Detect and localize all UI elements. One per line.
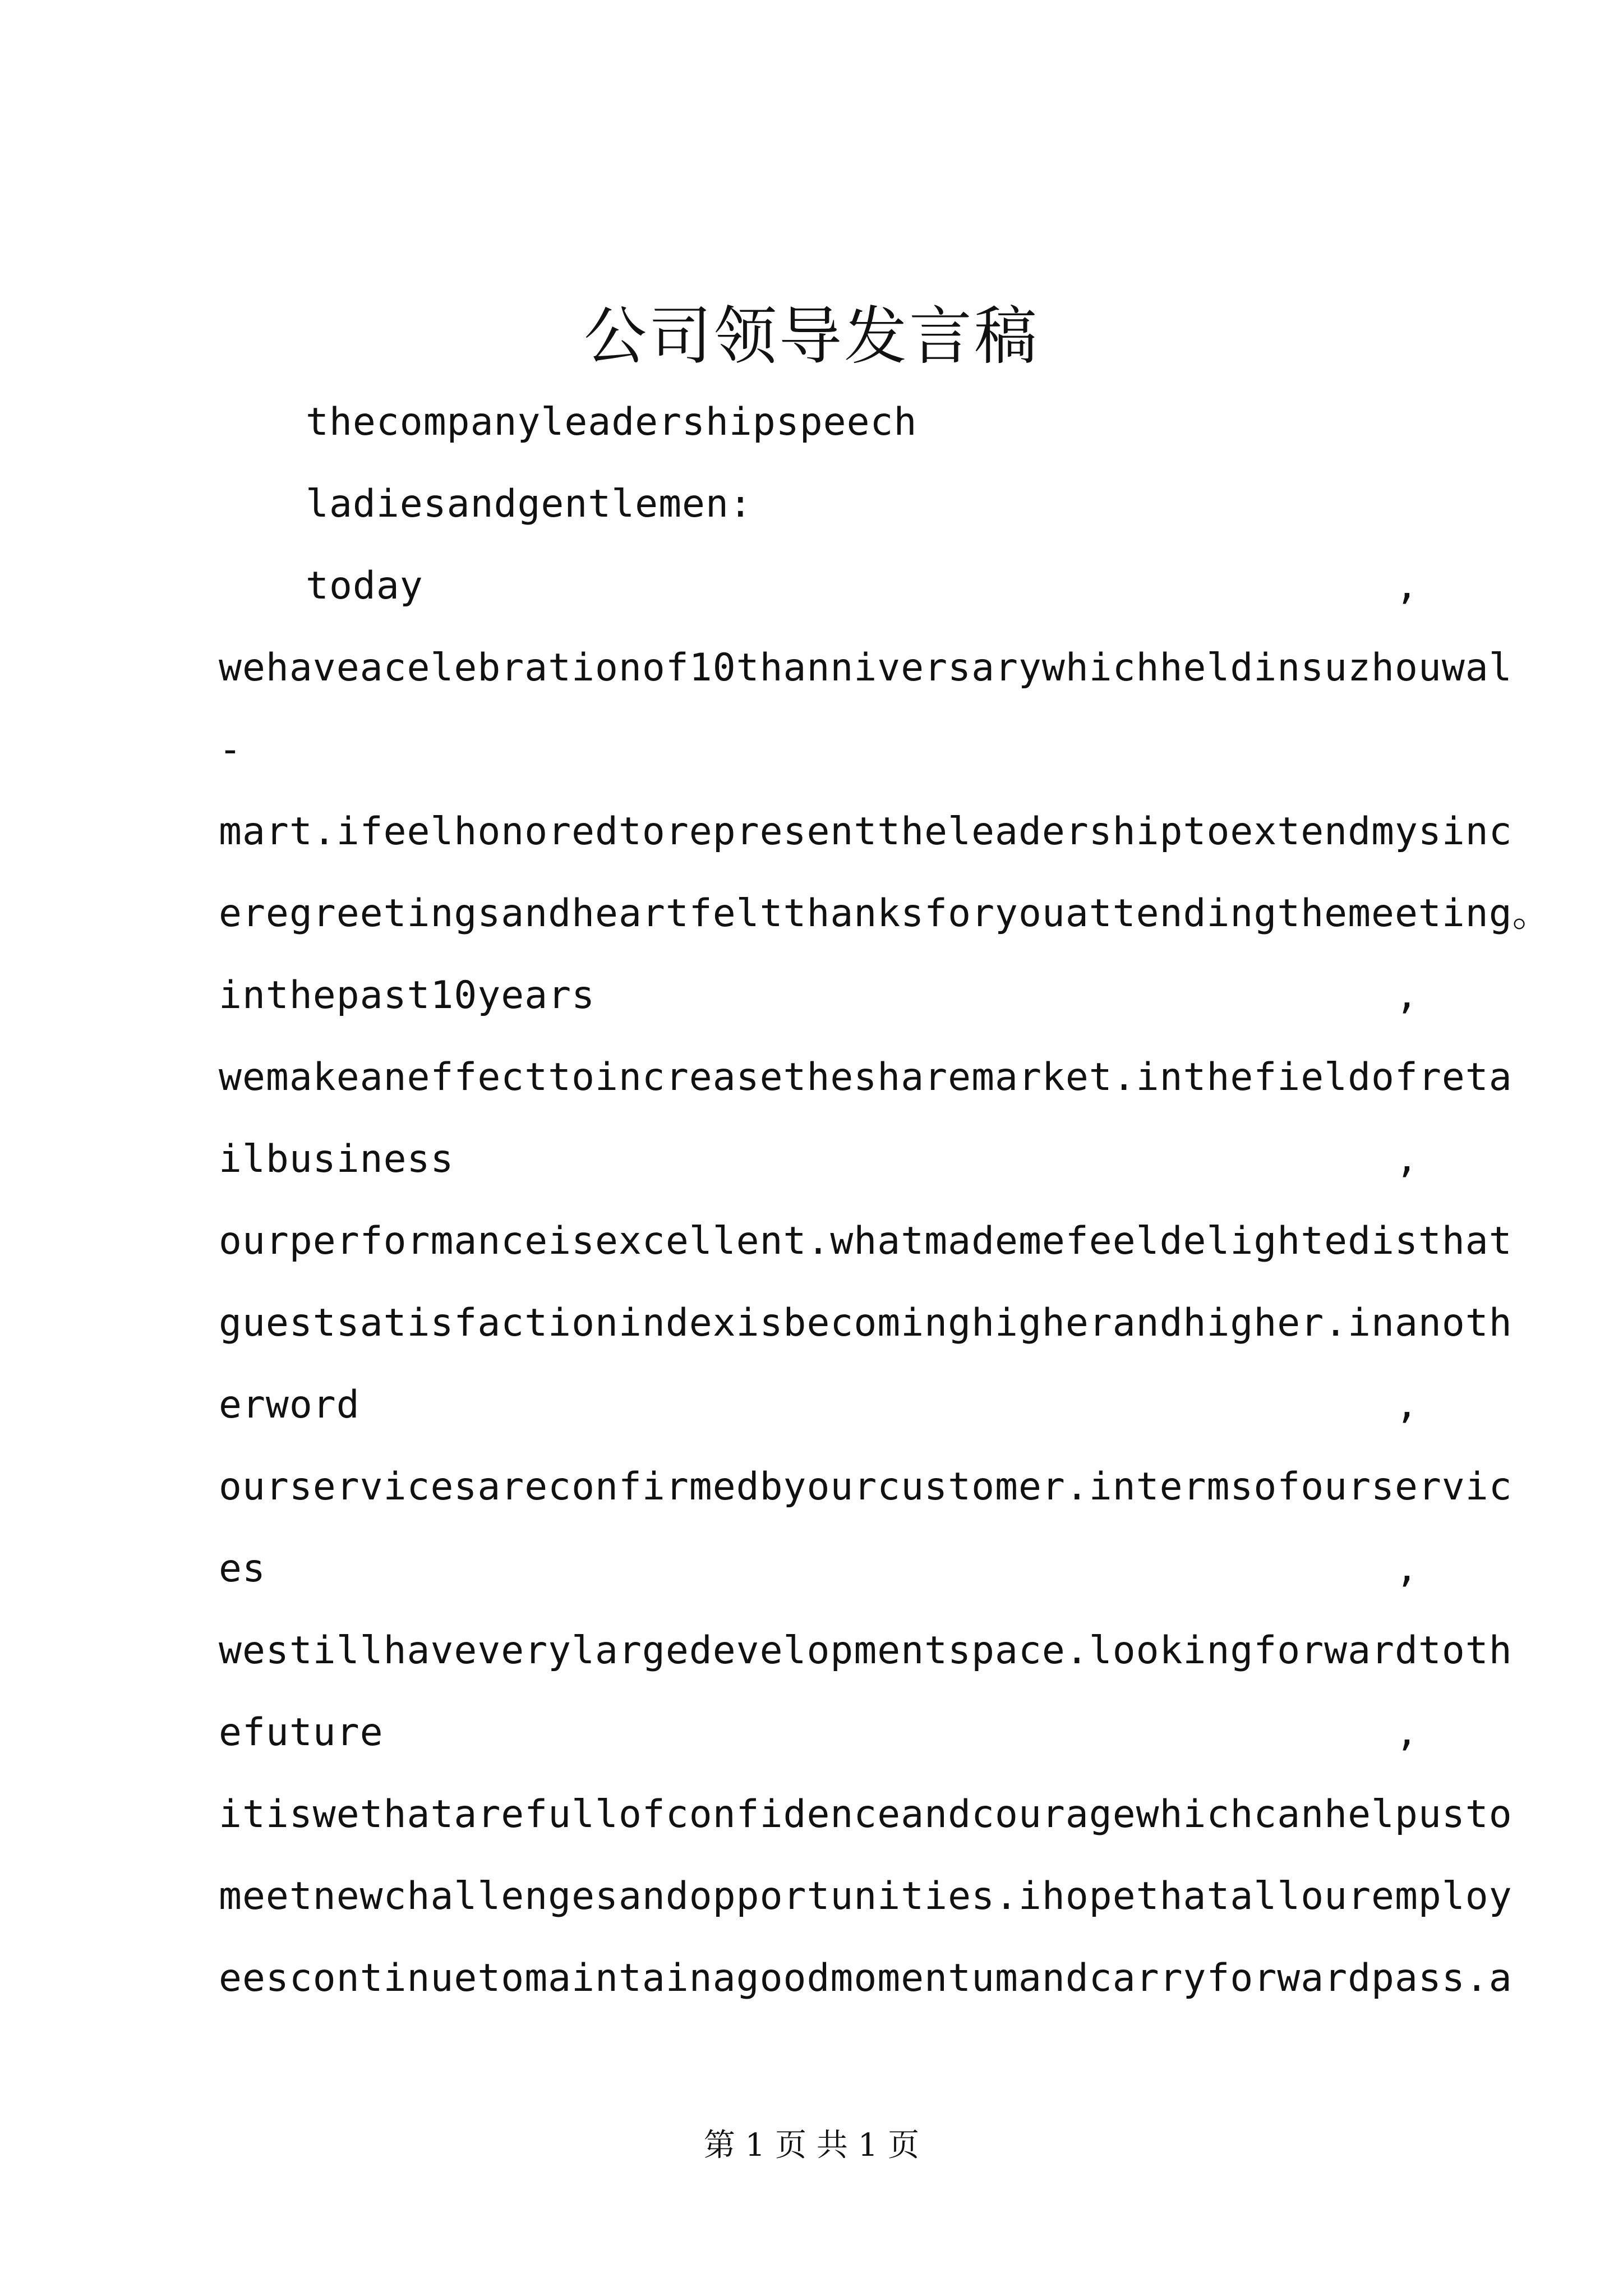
text-line [219,955,1441,1037]
text-line-content: meetnewchallengesandopportunities.ihopethatallouremploy [219,1874,1513,1918]
text-line-content: ourservicesareconfirmedbyourcustomer.intermsofourservic [219,1465,1513,1509]
line-end-comma: , [1395,1383,1419,1427]
text-line-content: eregreetingsandheartfeltthanksforyouattendingthemeeting。 [219,891,1551,936]
text-line [219,1938,1513,2019]
page-footer: 第 1 页 共 1 页 [703,2127,920,2164]
text-line-content: - [219,728,242,772]
text-line [219,1200,1513,1282]
line-end-comma: , [1395,973,1419,1018]
text-line [219,463,1441,545]
text-line [219,1692,1441,1774]
text-line-content: eescontinuetomaintainagoodmomentumandcarryforwardpass.a [219,1956,1513,2000]
text-line [219,709,1441,791]
text-line [219,791,1513,873]
text-line [219,381,1441,463]
text-line-content: mart.ifeelhonoredtorepresenttheleadershiptoextendmysinc [219,809,1513,854]
text-line [219,1119,1441,1200]
text-line [219,873,1551,955]
text-line-content: guestsatisfactionindexisbecominghigherandhigher.inanoth [219,1301,1513,1345]
text-line-content: es [219,1547,266,1591]
text-line-content: itiswethatarefullofconfidenceandcouragewhichcanhelpusto [219,1792,1513,1837]
text-line-content: wemakeaneffecttoincreasethesharemarket.inthefieldofreta [219,1055,1513,1099]
text-line [219,627,1513,709]
text-line-content: efuture [219,1710,384,1755]
text-line [219,545,1441,627]
text-line-content: wehaveacelebrationof10thanniversarywhichheldinsuzhouwal [219,646,1513,690]
line-end-comma: , [1395,564,1419,608]
line-end-comma: , [1395,1137,1419,1181]
text-line-content: ladiesandgentlemen: [306,482,753,526]
text-line-content: inthepast10years [219,973,596,1018]
text-line [219,1610,1513,1692]
text-line [219,1774,1513,1856]
text-line [219,1037,1513,1119]
text-line-content: erword [219,1383,360,1427]
text-line-content: ourperformanceisexcellent.whatmademefeeldelightedisthat [219,1219,1513,1263]
text-line [219,1528,1441,1610]
text-line [219,1856,1513,1938]
text-line [219,1446,1513,1528]
text-line-content: westillhaveverylargedevelopmentspace.lookingforwardtoth [219,1628,1513,1673]
document-body [219,381,1551,2019]
text-line-content: thecompanyleadershipspeech [306,400,917,444]
text-line [219,1364,1441,1446]
document-title: 公司领导发言稿 [584,300,1039,373]
text-line-content: ilbusiness [219,1137,454,1181]
text-line [219,1282,1513,1364]
text-line-content: today [306,564,423,608]
line-end-comma: , [1395,1710,1419,1755]
line-end-comma: , [1395,1547,1419,1591]
